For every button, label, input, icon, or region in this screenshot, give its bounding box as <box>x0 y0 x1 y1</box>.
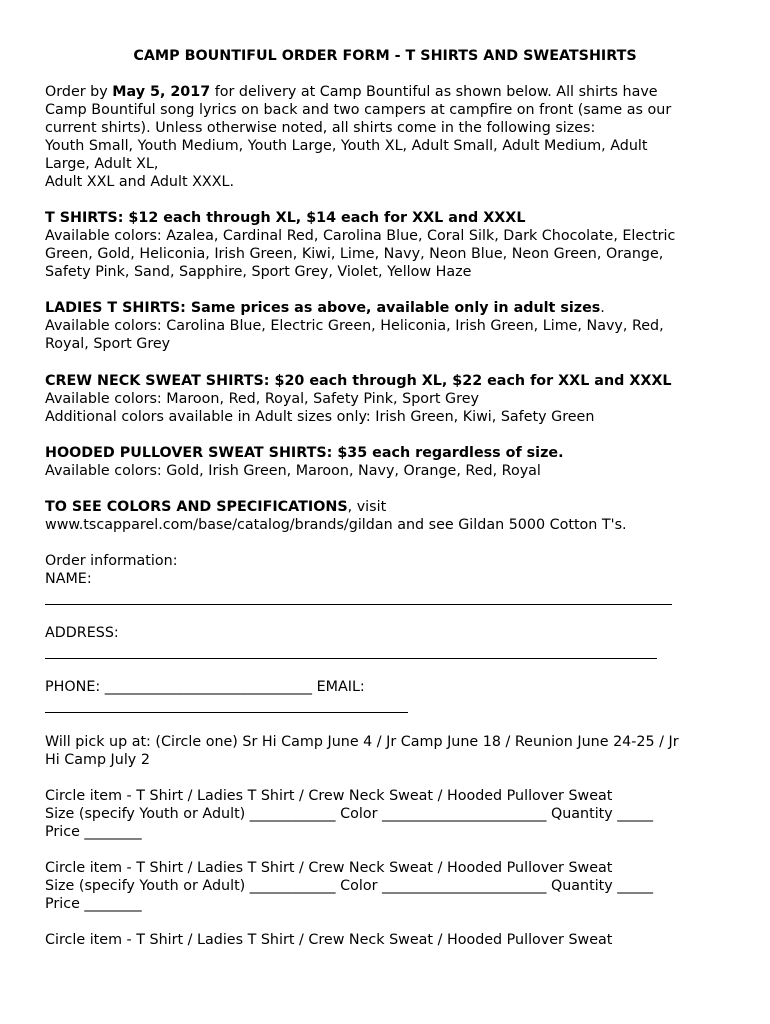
pickup-section <box>45 733 735 769</box>
ladies-heading-end: . <box>600 300 605 316</box>
page-title: CAMP BOUNTIFUL ORDER FORM - T SHIRTS AND SWEATSHIRTS <box>133 48 637 64</box>
address-block <box>45 624 735 642</box>
intro-text: for delivery at Camp Bountiful as shown below. All shirts have <box>210 84 658 100</box>
crew-colors-line-1: Available colors: Maroon, Red, Royal, Safety Pink, Sport Grey <box>45 391 479 408</box>
order-item-2 <box>45 859 735 913</box>
ladies-section <box>45 299 735 353</box>
intro-line-3: current shirts). Unless otherwise noted, all shirts come in the following sizes: <box>45 120 596 137</box>
intro-text: Order by <box>45 84 113 100</box>
phone-field[interactable]: _____________________________ <box>104 679 313 695</box>
ladies-heading: LADIES T SHIRTS: Same prices as above, available only in adult sizes <box>45 300 601 316</box>
name-label: NAME: <box>45 571 92 588</box>
hooded-colors-line-1: Available colors: Gold, Irish Green, Maroon, Navy, Orange, Red, Royal <box>45 463 541 480</box>
ladies-colors-line-2: Royal, Sport Grey <box>45 336 171 353</box>
name-field[interactable] <box>45 604 672 605</box>
order-info-section <box>45 552 735 588</box>
email-label: EMAIL: <box>312 679 365 695</box>
specs-section <box>45 498 735 534</box>
address-label: ADDRESS: <box>45 625 119 641</box>
specs-url-line: www.tscapparel.com/base/catalog/brands/gildan and see Gildan 5000 Cotton T's. <box>45 517 627 534</box>
order-info-label: Order information: <box>45 553 178 569</box>
tshirts-section <box>45 209 735 281</box>
address-field[interactable] <box>45 658 657 659</box>
item-circle-line[interactable]: Circle item - T Shirt / Ladies T Shirt / Crew Neck Sweat / Hooded Pullover Sweat <box>45 932 613 948</box>
order-item-3 <box>45 931 735 949</box>
intro-line-5: Large, Adult XL, <box>45 156 159 173</box>
phone-label: PHONE: <box>45 679 105 695</box>
intro-line-1 <box>45 83 735 101</box>
tshirts-colors-line-1: Available colors: Azalea, Cardinal Red, Carolina Blue, Coral Silk, Dark Chocolate, Electric <box>45 228 676 245</box>
intro-line-6: Adult XXL and Adult XXXL. <box>45 174 235 191</box>
specs-heading-end: , visit <box>347 499 387 515</box>
crew-heading: CREW NECK SWEAT SHIRTS: $20 each through XL, $22 each for XXL and XXXL <box>45 373 672 389</box>
order-deadline: May 5, 2017 <box>112 84 211 100</box>
hooded-heading: HOODED PULLOVER SWEAT SHIRTS: $35 each regardless of size. <box>45 445 564 461</box>
order-item-1 <box>45 787 735 841</box>
crew-section <box>45 372 735 426</box>
ladies-colors-line-1: Available colors: Carolina Blue, Electric Green, Heliconia, Irish Green, Lime, Navy, Red, <box>45 318 664 335</box>
crew-colors-line-2: Additional colors available in Adult sizes only: Irish Green, Kiwi, Safety Green <box>45 409 595 426</box>
email-field[interactable] <box>45 712 408 713</box>
item-size-color-qty-line[interactable]: Size (specify Youth or Adult) ____________ Color _______________________ Quantity _____ <box>45 878 654 895</box>
item-price-line[interactable]: Price ________ <box>45 824 142 841</box>
pickup-line-2: Hi Camp July 2 <box>45 752 150 769</box>
hooded-section <box>45 444 735 480</box>
tshirts-colors-line-2: Green, Gold, Heliconia, Irish Green, Kiwi, Lime, Navy, Neon Blue, Neon Green, Orange, <box>45 246 664 263</box>
phone-email-block <box>45 678 735 696</box>
intro-line-2: Camp Bountiful song lyrics on back and two campers at campfire on front (same as our <box>45 102 672 119</box>
item-circle-line[interactable]: Circle item - T Shirt / Ladies T Shirt / Crew Neck Sweat / Hooded Pullover Sweat <box>45 860 613 876</box>
item-size-color-qty-line[interactable]: Size (specify Youth or Adult) ____________ Color _______________________ Quantity _____ <box>45 806 654 823</box>
item-price-line[interactable]: Price ________ <box>45 896 142 913</box>
pickup-line-1: Will pick up at: (Circle one) Sr Hi Camp June 4 / Jr Camp June 18 / Reunion June 24-25 / Jr <box>45 734 679 750</box>
item-circle-line[interactable]: Circle item - T Shirt / Ladies T Shirt / Crew Neck Sweat / Hooded Pullover Sweat <box>45 788 613 804</box>
intro-paragraph <box>45 83 735 192</box>
specs-heading: TO SEE COLORS AND SPECIFICATIONS <box>45 499 348 515</box>
tshirts-colors-line-3: Safety Pink, Sand, Sapphire, Sport Grey, Violet, Yellow Haze <box>45 264 472 281</box>
intro-line-4: Youth Small, Youth Medium, Youth Large, Youth XL, Adult Small, Adult Medium, Adult <box>45 138 648 155</box>
tshirts-heading: T SHIRTS: $12 each through XL, $14 each for XXL and XXXL <box>45 210 526 226</box>
